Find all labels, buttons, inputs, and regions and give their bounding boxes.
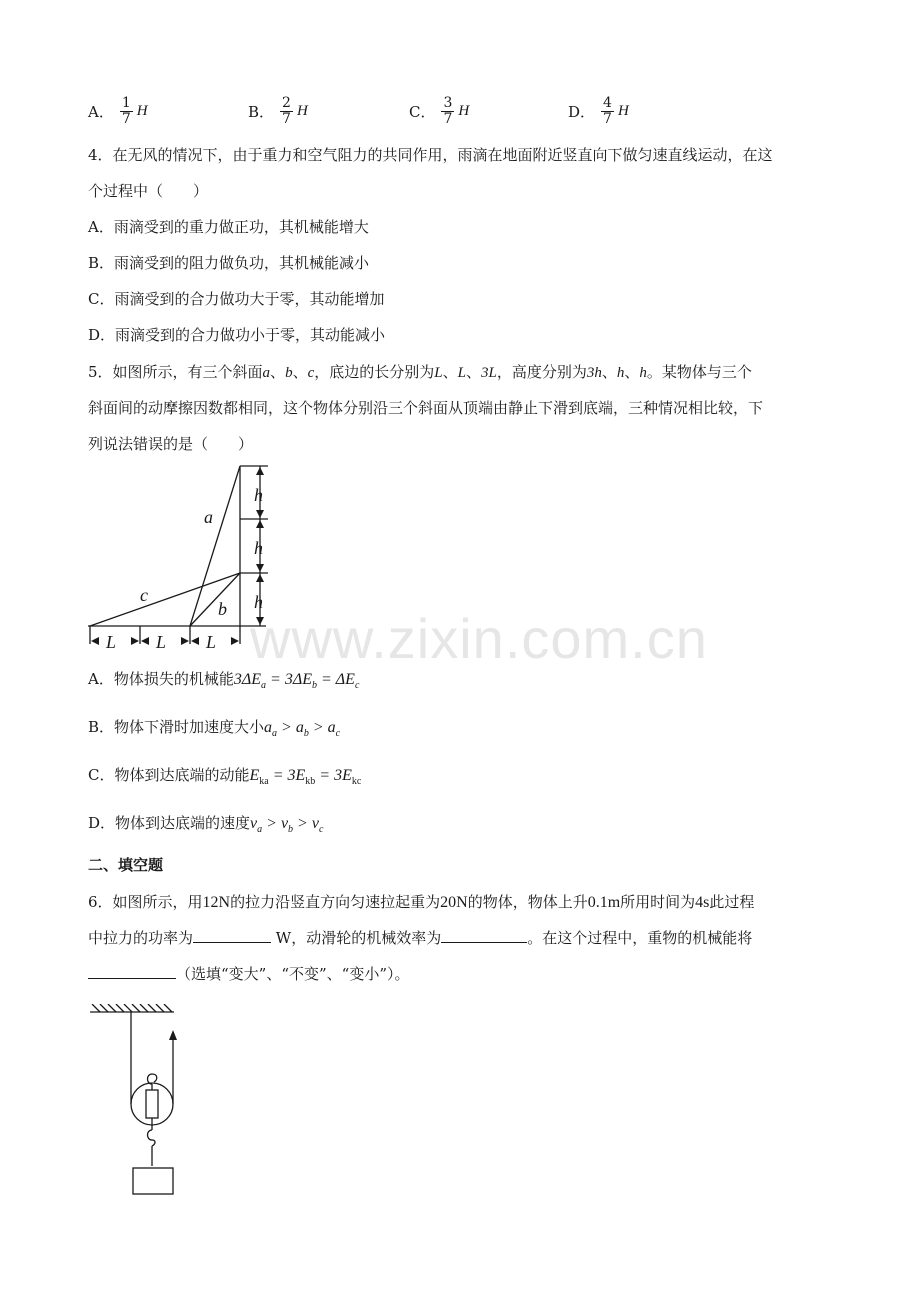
fraction: $\frac{4}{7}$: [603, 95, 612, 127]
label-b: b: [218, 599, 227, 619]
answer-blank-energy[interactable]: [88, 964, 176, 979]
fraction: $\frac{1}{7}$: [121, 95, 131, 127]
answer-blank-power[interactable]: [193, 928, 271, 943]
label-c: c: [140, 585, 148, 605]
label-h1: h: [254, 485, 263, 505]
watermark: www.zixin.com.cn: [250, 607, 708, 670]
slope-b-line: [190, 573, 240, 626]
fraction: $\frac{2}{7}$: [282, 95, 291, 127]
q4-option-a: A．雨滴受到的重力做正功，其机械能增大: [88, 218, 369, 236]
label-h3: h: [254, 592, 263, 612]
q6-line3: （选填“变大”、“不变”、“变小”）。: [88, 963, 410, 985]
q3-option-d: D． $\frac{4}{7}$ H: [568, 95, 629, 127]
q4-stem-line2: 个过程中（ ）: [88, 182, 209, 200]
q5-option-c: C．物体到达底端的动能$E_{ka} = 3E_{kb} = 3E_{kc}$: [88, 766, 362, 788]
q6-pulley-diagram: [86, 1004, 196, 1204]
q5-stem-line1: 5．如图所示，有三个斜面a、b、c，底边的长分别为L、L、3L，高度分别为3h、h、h。某物体与三个: [88, 363, 752, 381]
fraction: $\frac{3}{7}$: [443, 95, 453, 127]
q6-line1: 6．如图所示，用12N的拉力沿竖直方向匀速拉起重为20N的物体，物体上升0.1m所用时间为4s此过程: [88, 893, 755, 911]
q5-option-d: D．物体到达底端的速度$v_a > v_b > v_c$: [88, 814, 324, 836]
q3-option-b: B． $\frac{2}{7}$ H: [248, 95, 308, 127]
q5-option-a: A．物体损失的机械能$3\Delta E_a = 3\Delta E_b = \Delta E_c$: [88, 670, 360, 692]
q4-option-b: B．雨滴受到的阻力做负功，其机械能减小: [88, 254, 370, 272]
label-L2: L: [156, 632, 167, 652]
q4-option-d: D．雨滴受到的合力做功小于零，其动能减小: [88, 326, 386, 344]
slope-a-line: [190, 466, 240, 626]
q5-stem-line2: 斜面间的动摩擦因数都相同，这个物体分别沿三个斜面从顶端由静止下滑到底端，三种情况相比较，下: [88, 399, 764, 417]
q3-option-c: C． $\frac{3}{7}$ H: [409, 95, 470, 127]
label-L3: L: [206, 632, 217, 652]
q5-option-b: B．物体下滑时加速度大小$a_a > a_b > a_c$: [88, 718, 341, 740]
q6-line2: 中拉力的功率为 W，动滑轮的机械效率为 。在这个过程中，重物的机械能将: [88, 929, 753, 947]
section-title: 二、填空题: [88, 856, 164, 874]
label-L1: L: [106, 632, 117, 652]
q5-stem-line3: 列说法错误的是（ ）: [88, 435, 254, 453]
q4-option-c: C．雨滴受到的合力做功大于零，其动能增加: [88, 290, 385, 308]
q3-option-a: A． $\frac{1}{7}$ H: [88, 95, 148, 127]
label-h2: h: [254, 538, 263, 558]
q3-options-row: [88, 96, 728, 136]
answer-blank-efficiency[interactable]: [441, 928, 527, 943]
label-a: a: [204, 507, 213, 527]
q4-stem-line1: 4．在无风的情况下，由于重力和空气阻力的共同作用，雨滴在地面附近竖直向下做匀速直线运动，在这: [88, 146, 773, 164]
